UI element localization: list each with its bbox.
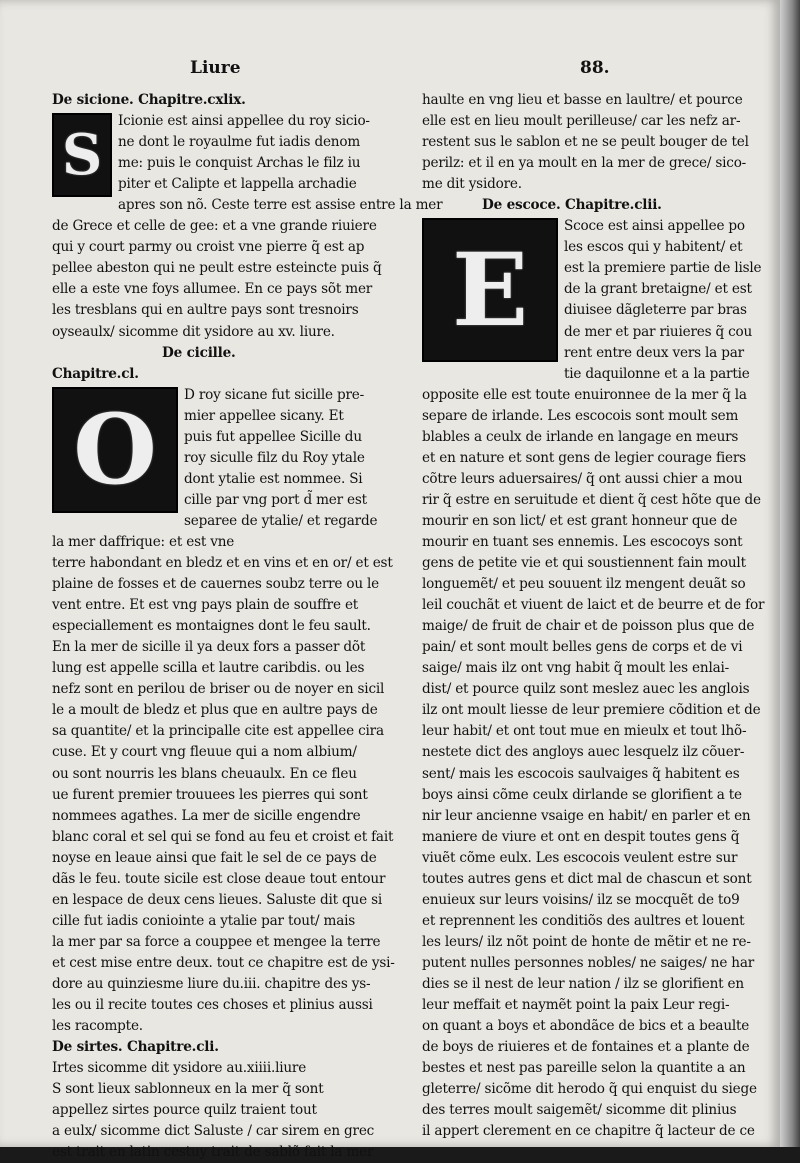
text-line: sent/ mais les escocois saulvaiges q̃ habitent es — [422, 765, 740, 782]
text-line: viuẽt cõme eulx. Les escocois veulent estre sur — [422, 849, 738, 866]
text-line: longuemẽt/ et peu souuent ilz mengent deuãt so — [422, 576, 746, 593]
text-line: tie daquilonne et a la partie — [564, 365, 750, 382]
text-line: les escos qui y habitent/ et — [564, 239, 743, 256]
text-line: separe de irlande. Les escocois sont moult sem — [422, 407, 739, 424]
chapter-heading: De sicione. Chapitre.cxlix. — [52, 92, 246, 108]
text-line: En la mer de sicille il ya deux fors a passer dõt — [52, 639, 366, 656]
text-line: maniere de viure et ont en despit toutes gens q̃ — [422, 828, 740, 845]
chapter-number: Chapitre.cl. — [52, 365, 139, 382]
text-line: saige/ mais ilz ont vng habit q̃ moult les enlai- — [422, 660, 730, 677]
text-line: Irtes sicomme dit ysidore au.xiiii.liure — [52, 1060, 307, 1077]
text-line: pain/ et sont moult belles gens de corps et de vi — [422, 639, 743, 656]
chapter-heading: De cicille. — [162, 344, 236, 361]
text-line: gleterre/ sicõme dit herodo q̃ qui enquist du siege — [422, 1081, 757, 1098]
text-line: on quant a boys et abondãce de bics et a beaulte — [422, 1018, 750, 1035]
text-line: ilz ont moult liesse de leur premiere cõdition et de — [422, 702, 761, 719]
text-line: est la premiere partie de lisle — [564, 260, 762, 277]
text-line: nir leur ancienne vsaige en habit/ en parler et en — [422, 807, 751, 824]
text-line: cuse. Et y court vng fleuue qui a nom albium/ — [52, 744, 357, 761]
text-line: les tresblans qui en aultre pays sont tresnoirs — [52, 302, 359, 319]
text-line: et cest mise entre deux. tout ce chapitre est de ysi- — [52, 954, 395, 971]
text-line: putent nulles personnes nobles/ ne saiges/ ne har — [422, 954, 755, 971]
text-line: dãs le feu. toute sicile est close deaue tout entour — [52, 870, 386, 887]
text-line: rent entre deux vers la par — [564, 344, 744, 361]
text-line: S sont lieux sablonneux en la mer q̃ sont — [52, 1081, 324, 1098]
page-edge — [780, 0, 800, 1147]
text-line: mier appellee sicany. Et — [184, 407, 344, 424]
decorated-initial: E — [422, 218, 558, 362]
text-line: nommees agathes. La mer de sicille engendre — [52, 807, 361, 824]
text-block — [422, 90, 762, 195]
text-line: est trait en latin cestuy trait de sablõ fait la mer — [52, 1144, 374, 1161]
text-line: il appert clerement en ce chapitre q̃ lacteur de ce — [422, 1123, 755, 1140]
running-head-left: Liure — [190, 58, 241, 78]
text-line: blables a ceulx de irlande en langage en meurs — [422, 428, 739, 445]
text-line: la mer par sa force a couppee et mengee la terre — [52, 933, 381, 950]
text-line: noyse en leaue ainsi que fait le sel de ce pays de — [52, 849, 377, 866]
text-line: oyseaulx/ sicomme dit ysidore au xv. liure. — [52, 323, 335, 340]
chapter-heading: De sirtes. Chapitre.cli. — [52, 1039, 219, 1056]
text-line: et reprennent les conditiõs des aultres et louent — [422, 912, 745, 929]
text-line: leil couchãt et viuent de laict et de beurre et de for — [422, 597, 765, 614]
text-line: mourir en son lict/ et est grant honneur que de — [422, 512, 738, 529]
text-line: gens de petite vie et qui soustiennent fain moult — [422, 555, 746, 572]
folio-number: 88. — [580, 58, 610, 78]
text-line: dore au quinziesme liure du.iii. chapitre des ys- — [52, 975, 371, 992]
text-line: dies se il nest de leur nation / ilz se glorifient en — [422, 975, 744, 992]
text-line: les racompte. — [52, 1018, 143, 1035]
text-line: de boys de riuieres et de fontaines et a plante de — [422, 1039, 750, 1056]
text-line: les leurs/ ilz nõt point de honte de mẽtir et ne re- — [422, 933, 751, 950]
text-line: nestete dict des angloys auec lesquelz ilz cõuer- — [422, 744, 745, 761]
text-line: cõtre leurs aduersaires/ q̃ ont aussi chier a mou — [422, 470, 743, 487]
text-line: en lespace de deux cens lieues. Saluste dit que si — [52, 891, 383, 908]
text-line: Scoce est ainsi appellee po — [564, 218, 745, 235]
text-line: diuisee dãgleterre par bras — [564, 302, 747, 319]
text-line: sa quantite/ et la principalle cite est appellee cira — [52, 723, 384, 740]
left-column — [52, 90, 443, 1163]
text-block — [52, 1058, 392, 1163]
text-line: a eulx/ sicomme dict Saluste / car sirem en grec — [52, 1123, 375, 1140]
decorated-initial: O — [52, 387, 178, 513]
text-line: me: puis le conquist Archas le filz iu — [118, 155, 361, 172]
text-line: de Grece et celle de gee: et a vne grande riuiere — [52, 218, 377, 235]
text-line: les ou il recite toutes ces choses et plinius aussi — [52, 997, 373, 1014]
text-line: roy siculle filz du Roy ytale — [184, 449, 365, 466]
text-line: lung est appelle scilla et lautre caribdis. ou les — [52, 660, 365, 677]
text-line: le a moult de bledz et plus que en aultre pays de — [52, 702, 378, 719]
text-line: Icionie est ainsi appellee du roy sicio- — [118, 113, 370, 130]
text-line: haulte en vng lieu et basse en laultre/ et pource — [422, 92, 743, 108]
text-line: elle est en lieu moult perilleuse/ car les nefz ar- — [422, 113, 741, 130]
text-line: pellee abeston qui ne peult estre esteincte puis q̃ — [52, 260, 382, 277]
text-line: plaine de fosses et de cauernes soubz terre ou le — [52, 576, 380, 593]
text-line: qui y court parmy ou croist vne pierre q̃ est ap — [52, 239, 365, 256]
text-block — [422, 385, 765, 1143]
text-line: cille par vng port d̃ mer est — [184, 491, 367, 508]
text-line: bestes et nest pas pareille selon la quantite a an — [422, 1060, 746, 1077]
text-line: dont ytalie est nommee. Si — [184, 470, 363, 487]
text-line: de la grant bretaigne/ et est — [564, 281, 752, 298]
text-line: elle a este vne foys allumee. En ce pays sõt mer — [52, 281, 373, 298]
text-line: terre habondant en bledz et en vins et en or/ et est — [52, 555, 393, 572]
text-line: ou sont nourris les blans cheuaulx. En ce fleu — [52, 765, 357, 782]
text-line: enuieux sur leurs voisins/ ilz se mocquẽt de to9 — [422, 891, 740, 908]
text-line: maige/ de fruit de chair et de poisson plus que de — [422, 618, 755, 635]
text-line: leur meffait et naymẽt point la paix Leur regi- — [422, 997, 730, 1014]
text-block — [52, 553, 395, 1037]
text-line: restent sus le sablon et ne se peult bouger de tel — [422, 134, 749, 151]
text-line: me dit ysidore. — [422, 176, 522, 193]
text-line: piter et Calipte et lappella archadie — [118, 176, 357, 193]
text-line: cille fut iadis coniointe a ytalie par tout/ mais — [52, 912, 356, 929]
text-line: D roy sicane fut sicille pre- — [184, 386, 365, 403]
text-line: separee de ytalie/ et regarde — [184, 512, 378, 529]
text-line: dist/ et pource quilz sont meslez auec les anglois — [422, 681, 750, 698]
text-line: rir q̃ estre en seruitude et dient q̃ cest hõte que de — [422, 491, 761, 508]
text-line: ne dont le royaulme fut iadis denom — [118, 134, 361, 151]
text-line: des terres moult saigemẽt/ sicomme dit plinius — [422, 1102, 737, 1119]
right-column — [422, 90, 765, 1142]
text-line: appellez sirtes pource quilz traient tout — [52, 1102, 317, 1119]
text-line: vent entre. Et est vng pays plain de souffre et — [52, 597, 359, 614]
text-line: de mer et par riuieres q̃ cou — [564, 323, 753, 340]
text-line: leur habit/ et ont tout mue en mieulx et tout lhõ- — [422, 723, 747, 740]
text-line: et en nature et sont gens de legier courage fiers — [422, 449, 746, 466]
text-line: toutes autres gens et dict mal de chascun et sont — [422, 870, 752, 887]
chapter-heading: De escoce. Chapitre.clii. — [482, 197, 662, 214]
text-line: puis fut appellee Sicille du — [184, 428, 362, 445]
text-line: mourir en tuant ses ennemis. Les escocoys sont — [422, 533, 743, 550]
text-line: boys ainsi cõme ceulx dirlande se glorifient a te — [422, 786, 742, 803]
text-line: blanc coral et sel qui se fond au feu et croist et fait — [52, 828, 394, 845]
text-line: apres son nõ. Ceste terre est assise entre la mer — [118, 197, 443, 214]
text-line: opposite elle est toute enuironnee de la mer q̃ la — [422, 386, 747, 403]
text-line: ue furent premier trouuees les pierres qui sont — [52, 786, 368, 803]
text-line: especiallement es montaignes dont le feu sault. — [52, 618, 371, 635]
text-line: la mer daffrique: et est vne — [52, 533, 235, 550]
text-line: nefz sont en perilou de briser ou de noyer en sicil — [52, 681, 385, 698]
decorated-initial: S — [52, 113, 112, 197]
text-line: perilz: et il en ya moult en la mer de grece/ sico- — [422, 155, 747, 172]
